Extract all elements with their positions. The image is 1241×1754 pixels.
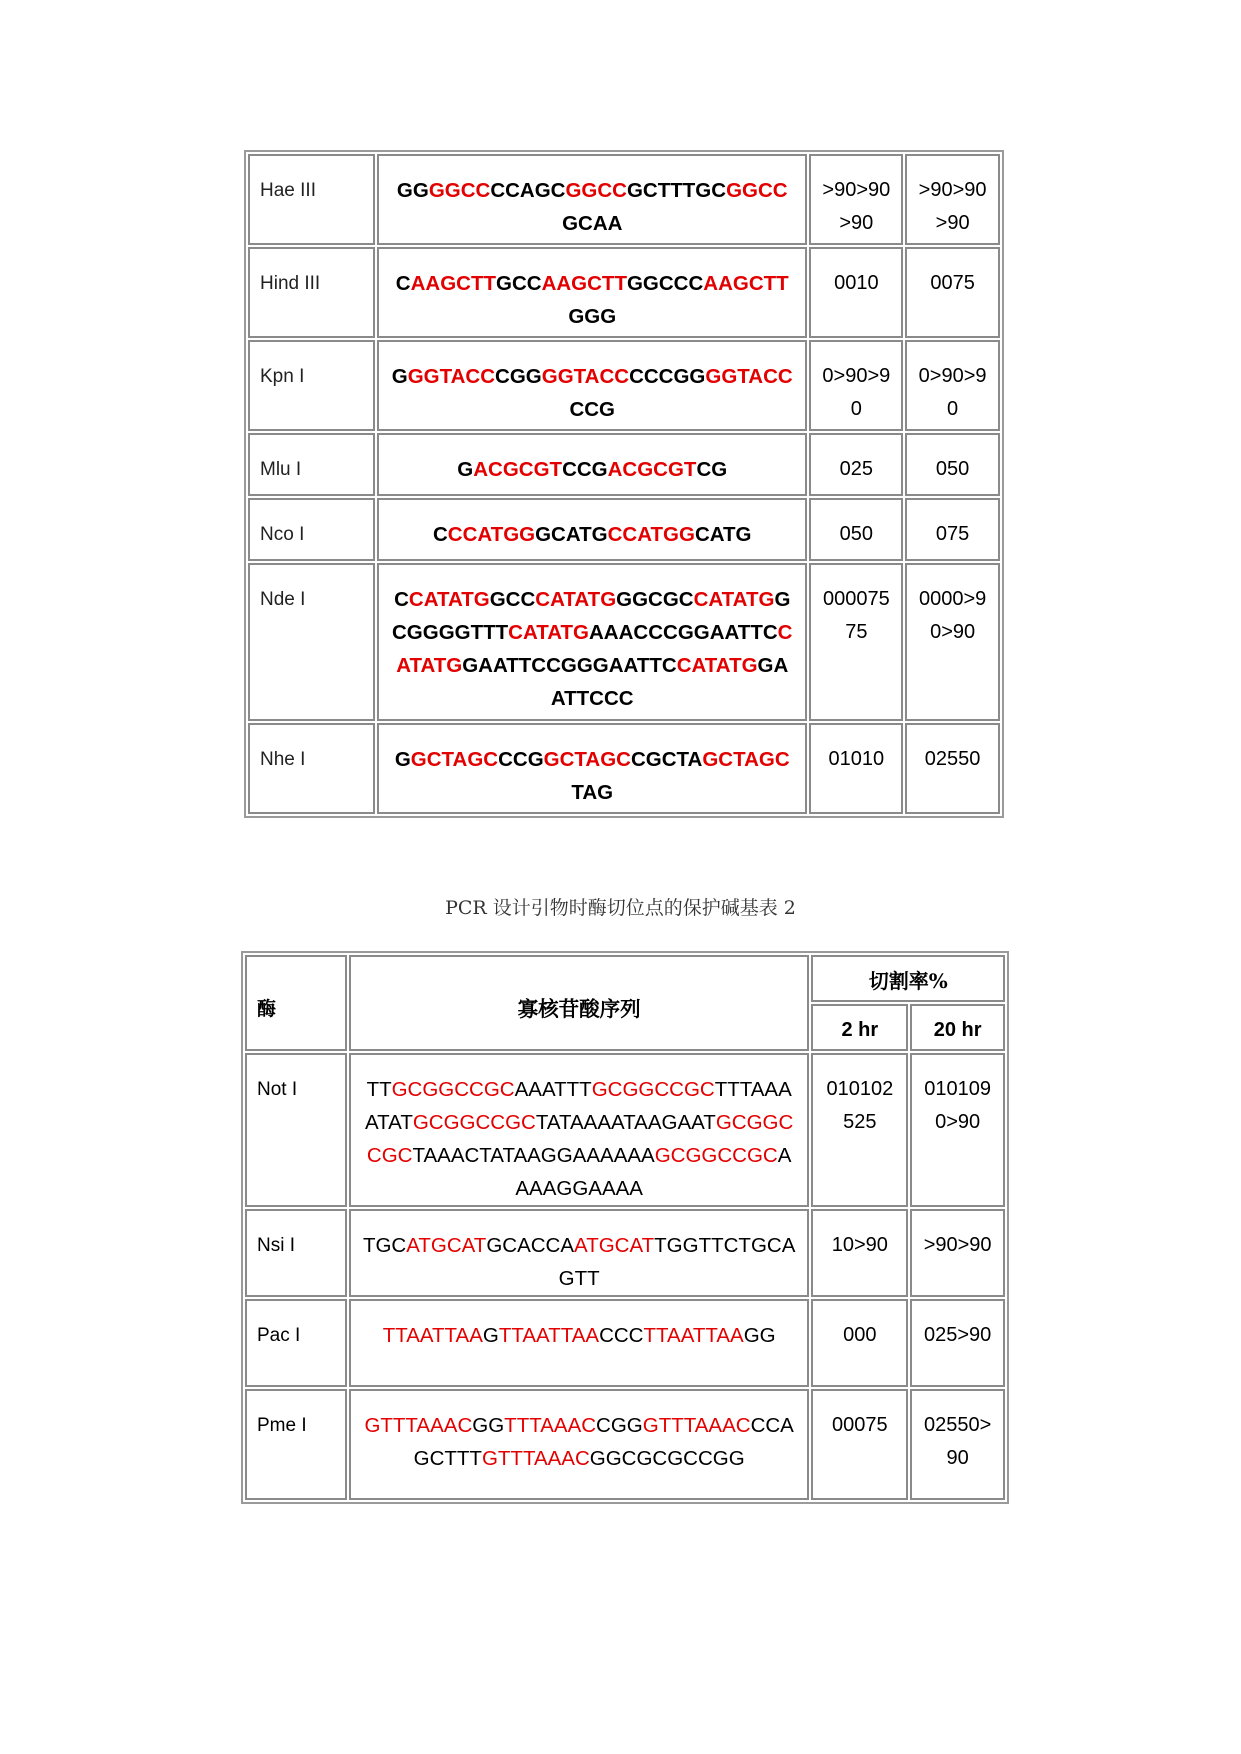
flanking-bases: CCG <box>498 748 544 771</box>
restriction-site: GTTTAAAC <box>642 1414 751 1437</box>
flanking-bases: GGG <box>568 305 617 328</box>
enzyme-name: Hae III <box>260 180 316 201</box>
restriction-site: CATATG <box>535 588 617 611</box>
enzyme-name-cell <box>245 1389 347 1500</box>
flanking-bases: G <box>394 748 411 771</box>
restriction-site: CCATGG <box>607 523 695 546</box>
flanking-bases: CGCTA <box>630 748 703 771</box>
flanking-bases: GAATTCCGGGAATTC <box>462 654 677 677</box>
enzyme-name-cell <box>245 1209 347 1297</box>
cut-rate-20hr: >90>90 <box>923 1234 992 1256</box>
flanking-bases: CCG <box>562 458 608 481</box>
oligo-sequence <box>379 435 805 486</box>
restriction-site: CATATG <box>676 654 758 677</box>
enzyme-name: Not I <box>257 1079 298 1100</box>
enzyme-name-cell <box>248 154 375 245</box>
flanking-bases: GCATG <box>535 523 608 546</box>
cut-rate-20hr: 0000>90>90 <box>918 588 987 643</box>
table-row <box>248 247 1000 338</box>
restriction-site: GTTTAAAC <box>481 1447 590 1470</box>
cut-rate-20hr: 075 <box>935 523 970 545</box>
flanking-bases: GCACCA <box>486 1234 575 1257</box>
restriction-site: GGCC <box>726 179 788 202</box>
cut-rate-2hr-cell <box>809 563 903 721</box>
cut-rate-2hr: 0010 <box>834 272 879 294</box>
sequence-cell <box>349 1053 810 1207</box>
enzyme-table-1 <box>244 150 1004 818</box>
cut-rate-20hr: 02550 <box>924 748 981 770</box>
restriction-site: GTTTAAAC <box>364 1414 473 1437</box>
cut-rate-2hr-cell <box>809 723 903 814</box>
table-caption: PCR 设计引物时酶切位点的保护碱基表 2 <box>445 897 796 919</box>
flanking-bases: GG <box>396 179 429 202</box>
sequence-cell <box>377 340 807 431</box>
flanking-bases: GG <box>743 1324 776 1347</box>
enzyme-name-cell <box>245 1299 347 1387</box>
sequence-cell <box>377 563 807 721</box>
header-enzyme: 酶 <box>245 955 347 1051</box>
restriction-site: CCATGG <box>447 523 536 546</box>
enzyme-table-2 <box>241 951 1009 1504</box>
table-row <box>248 340 1000 431</box>
cut-rate-20hr: 025>90 <box>923 1324 992 1346</box>
flanking-bases: GG <box>472 1414 505 1437</box>
enzyme-name-cell <box>248 563 375 721</box>
enzyme-name: Nco I <box>260 524 305 545</box>
cut-rate-20hr-cell <box>905 247 1000 338</box>
cut-rate-2hr-cell <box>809 433 903 496</box>
restriction-site: ATGCAT <box>574 1234 655 1257</box>
header-2hr: 2 hr <box>811 1004 908 1051</box>
flanking-bases: GGCGCGCCGG <box>589 1447 745 1470</box>
header-20hr: 20 hr <box>910 1004 1005 1051</box>
flanking-bases: GCAA <box>562 212 623 235</box>
flanking-bases: AAAAGGAAAA <box>515 1144 792 1200</box>
oligo-sequence <box>379 725 805 809</box>
restriction-site: CATATG <box>693 588 775 611</box>
cut-rate-2hr-cell <box>811 1053 908 1207</box>
cut-rate-2hr: 01010 <box>828 748 885 770</box>
oligo-sequence <box>379 249 805 333</box>
sequence-cell <box>377 498 807 561</box>
header-sequence: 寡核苷酸序列 <box>349 955 810 1051</box>
restriction-site: CATATG <box>508 621 589 644</box>
flanking-bases: CCC <box>599 1324 644 1347</box>
flanking-bases: CCCGG <box>629 365 706 388</box>
restriction-site: GGTACC <box>407 365 496 388</box>
table-row <box>245 1209 1005 1297</box>
flanking-bases: GCGGGGTTT <box>392 588 791 644</box>
flanking-bases: TGC <box>362 1234 407 1257</box>
restriction-site: GGTACC <box>705 365 793 388</box>
restriction-site: GCTAGC <box>543 748 631 771</box>
flanking-bases: GCC <box>496 272 542 295</box>
restriction-site: GGTACC <box>541 365 630 388</box>
oligo-sequence <box>351 1301 808 1352</box>
cut-rate-20hr-cell <box>905 433 1000 496</box>
oligo-sequence <box>379 156 805 240</box>
flanking-bases: TAG <box>571 781 614 804</box>
flanking-bases: GAATTCCC <box>550 654 789 710</box>
enzyme-name: Pac I <box>257 1325 301 1346</box>
cut-rate-2hr-cell <box>809 154 903 245</box>
restriction-site: TTAATTAA <box>498 1324 600 1347</box>
cut-rate-2hr: 00007575 <box>822 588 890 643</box>
cut-rate-20hr-cell <box>905 723 1000 814</box>
flanking-bases: TATAAAATAAGAAT <box>535 1111 716 1134</box>
restriction-site: GGCC <box>428 179 491 202</box>
cut-rate-20hr-cell <box>905 154 1000 245</box>
oligo-sequence <box>351 1391 808 1475</box>
enzyme-name-cell <box>248 433 375 496</box>
flanking-bases: G <box>391 365 408 388</box>
enzyme-name: Kpn I <box>260 366 305 387</box>
restriction-site: AAGCTT <box>703 272 789 295</box>
cut-rate-2hr: 000 <box>843 1324 877 1346</box>
cut-rate-2hr-cell <box>811 1299 908 1387</box>
flanking-bases: G <box>457 458 474 481</box>
flanking-bases: AAACCCGGAATTC <box>589 621 778 644</box>
sequence-cell <box>349 1299 810 1387</box>
sequence-cell <box>377 247 807 338</box>
sequence-cell <box>377 433 807 496</box>
restriction-site: ACGCGT <box>473 458 563 481</box>
table-row <box>245 1053 1005 1207</box>
flanking-bases: CCAGC <box>490 179 566 202</box>
enzyme-name: Pme I <box>257 1415 307 1436</box>
flanking-bases: CG <box>696 458 728 481</box>
flanking-bases: CGG <box>596 1414 643 1437</box>
flanking-bases: CATG <box>694 523 752 546</box>
cut-rate-2hr: 10>90 <box>831 1234 888 1256</box>
cut-rate-2hr-cell <box>809 498 903 561</box>
flanking-bases: TTTAAAATAT <box>365 1078 792 1134</box>
flanking-bases: TGGTTCTGCAGTT <box>558 1234 796 1290</box>
enzyme-name: Nhe I <box>260 749 306 770</box>
restriction-site: GCGGCCGC <box>654 1144 778 1167</box>
flanking-bases: CCAGCTTT <box>413 1414 794 1470</box>
cut-rate-20hr: 0>90>90 <box>918 365 987 420</box>
restriction-site: GCTAGC <box>410 748 499 771</box>
sequence-cell <box>377 154 807 245</box>
restriction-site: CATATG <box>408 588 490 611</box>
table-row <box>245 1389 1005 1500</box>
flanking-bases: TT <box>366 1078 392 1101</box>
enzyme-name: Nsi I <box>257 1235 295 1256</box>
cut-rate-20hr: 0101090>90 <box>924 1078 991 1133</box>
cut-rate-2hr: 0>90>90 <box>822 365 891 420</box>
restriction-site: GCTAGC <box>702 748 790 771</box>
cut-rate-2hr-cell <box>809 247 903 338</box>
cut-rate-2hr: 010102525 <box>826 1078 894 1133</box>
header-cut-rate: 切割率% <box>811 955 1005 1002</box>
enzyme-name-cell <box>248 340 375 431</box>
cut-rate-20hr-cell <box>905 340 1000 431</box>
enzyme-name-cell <box>248 247 375 338</box>
cut-rate-20hr: 0075 <box>930 272 975 294</box>
oligo-sequence <box>379 565 805 715</box>
enzyme-name: Hind III <box>260 273 321 294</box>
restriction-site: AAGCTT <box>410 272 496 295</box>
restriction-site: ACGCGT <box>607 458 697 481</box>
flanking-bases: GGCGC <box>616 588 694 611</box>
restriction-site: GCGGCCGC <box>591 1078 715 1101</box>
cut-rate-20hr-cell <box>910 1299 1005 1387</box>
table-row <box>248 154 1000 245</box>
cut-rate-20hr-cell <box>905 563 1000 721</box>
flanking-bases: GCC <box>489 588 536 611</box>
cut-rate-2hr: 050 <box>839 523 874 545</box>
flanking-bases: GCTTTGC <box>626 179 727 202</box>
cut-rate-20hr: 02550>90 <box>923 1414 992 1469</box>
restriction-site: GGCC <box>565 179 627 202</box>
table-row <box>248 498 1000 561</box>
restriction-site: TTAATTAA <box>643 1324 744 1347</box>
sequence-cell <box>349 1209 810 1297</box>
flanking-bases: C <box>395 272 411 295</box>
restriction-site: AAGCTT <box>541 272 627 295</box>
table-row <box>248 563 1000 721</box>
flanking-bases: C <box>394 588 409 611</box>
cut-rate-20hr: 050 <box>935 458 970 480</box>
flanking-bases: G <box>482 1324 499 1347</box>
oligo-sequence <box>351 1055 808 1205</box>
cut-rate-20hr-cell <box>910 1053 1005 1207</box>
restriction-site: CATATG <box>396 621 793 677</box>
enzyme-table-1-body <box>248 154 1000 814</box>
flanking-bases: CCG <box>569 398 616 421</box>
table-row <box>245 1299 1005 1387</box>
oligo-sequence <box>351 1211 808 1295</box>
cut-rate-20hr: >90>90>90 <box>918 179 987 234</box>
restriction-site: TTTAAAC <box>504 1414 597 1437</box>
cut-rate-2hr: 00075 <box>832 1414 888 1436</box>
restriction-site: GCGGCCGC <box>412 1111 536 1134</box>
oligo-sequence <box>379 500 805 551</box>
restriction-site: TTAATTAA <box>382 1324 483 1347</box>
enzyme-name-cell <box>245 1053 347 1207</box>
cut-rate-2hr: 025 <box>839 458 874 480</box>
cut-rate-2hr-cell <box>809 340 903 431</box>
restriction-site: ATGCAT <box>406 1234 487 1257</box>
cut-rate-2hr-cell <box>811 1389 908 1500</box>
cut-rate-20hr-cell <box>910 1209 1005 1297</box>
enzyme-name-cell <box>248 723 375 814</box>
enzyme-name: Mlu I <box>260 459 302 480</box>
cut-rate-2hr: >90>90>90 <box>822 179 891 234</box>
restriction-site: GCGGCCGC <box>391 1078 515 1101</box>
enzyme-table-2-body <box>245 1053 1005 1500</box>
flanking-bases: C <box>432 523 448 546</box>
table-row <box>248 723 1000 814</box>
flanking-bases: GGCCC <box>626 272 704 295</box>
sequence-cell <box>377 723 807 814</box>
table-row <box>248 433 1000 496</box>
flanking-bases: AAATTT <box>514 1078 592 1101</box>
enzyme-name-cell <box>248 498 375 561</box>
oligo-sequence <box>379 342 805 426</box>
flanking-bases: CGG <box>495 365 542 388</box>
enzyme-name: Nde I <box>260 589 306 610</box>
cut-rate-20hr-cell <box>910 1389 1005 1500</box>
cut-rate-20hr-cell <box>905 498 1000 561</box>
flanking-bases: TAAACTATAAGGAAAAAA <box>412 1144 655 1167</box>
sequence-cell <box>349 1389 810 1500</box>
restriction-site: GCGGCCGC <box>366 1111 794 1167</box>
cut-rate-2hr-cell <box>811 1209 908 1297</box>
